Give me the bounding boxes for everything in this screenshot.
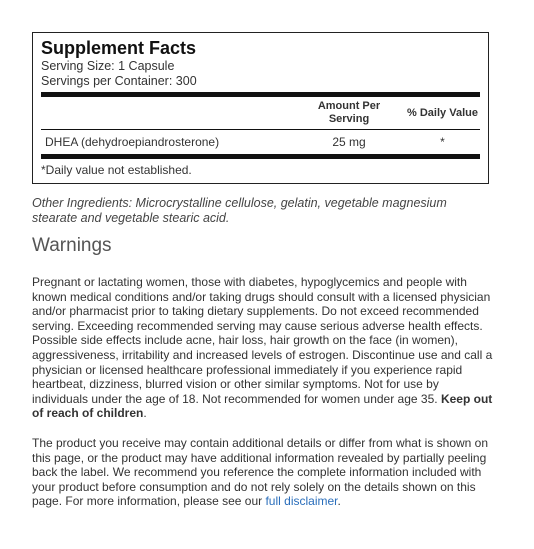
disclaimer-body: The product you receive may contain additional details or differ from what is shown on this page, or the product may have additional information revealed by partially peeling back the label. We recommend you reference the complete information included with your product before consumption and do not rely solely on the details shown on this page. For more information, please see our — [32, 436, 489, 509]
supplement-facts-title: Supplement Facts — [41, 38, 197, 58]
ingredient-daily-value: * — [440, 134, 445, 149]
bottom-divider — [41, 154, 480, 159]
warnings-heading: Warnings — [32, 235, 112, 256]
ingredient-amount: 25 mg — [332, 134, 366, 149]
daily-value-footnote: *Daily value not established. — [41, 163, 192, 177]
disclaimer-text: The product you receive may contain additional details or differ from what is shown on this page, or the product may have additional information revealed by partially peeling back the label. We recommend you reference the complete information included with your product before consumption and do not rely solely on the details shown on this page. For more information, please see our full disclaimer. — [32, 436, 489, 509]
header-daily-value: % Daily Value — [407, 106, 478, 119]
warnings-text: Pregnant or lactating women, those with diabetes, hypoglycemics and people with known medical conditions and/or taking drugs should consult with a licensed physician and/or pharmacist prior to taking dietary supplements. Do not exceed recommended serving. Exceeding recommended serving may cause serious adverse health effects. Possible side effects include acne, hair loss, hair growth on the face (in women), aggressiveness, irritability and increased levels of estrogen. Discontinue use and call a physician or licensed healthcare professional immediately if you experience rapid heartbeat, dizziness, blurred vision or other similar symptoms. Not for use by individuals under the age of 18. Not recommended for women under age 35. Keep out of reach of children. — [32, 275, 493, 421]
other-ingredients: Other Ingredients: Microcrystalline cellulose, gelatin, vegetable magnesium stearate and vegetable stearic acid. — [32, 196, 447, 225]
ingredient-name: DHEA (dehydroepiandrosterone) — [45, 135, 220, 149]
servings-per-container: Servings per Container: 300 — [41, 74, 197, 88]
facts-table-header — [41, 97, 480, 129]
serving-size: Serving Size: 1 Capsule — [41, 59, 175, 73]
warnings-body: Pregnant or lactating women, those with diabetes, hypoglycemics and people with known medical conditions and/or taking drugs should consult with a licensed physician and/or pharmacist prior to taking dietary supplements. Do not exceed recommended serving. Exceeding recommended serving may cause serious adverse health effects. Possible side effects include acne, hair loss, hair growth on the face (in women), aggressiveness, irritability and increased levels of estrogen. Discontinue use and call a physician or licensed healthcare professional immediately if you experience rapid heartbeat, dizziness, blurred vision or other similar symptoms. Not for use by individuals under the age of 18. Not recommended for women under age 35. — [32, 275, 493, 406]
full-disclaimer-link[interactable]: full disclaimer — [265, 494, 338, 509]
warnings-emphasis: Keep out of reach of children — [32, 391, 493, 421]
table-row — [41, 130, 480, 154]
header-amount-per-serving: Amount Per Serving — [317, 100, 381, 125]
supplement-facts-panel — [32, 32, 489, 184]
